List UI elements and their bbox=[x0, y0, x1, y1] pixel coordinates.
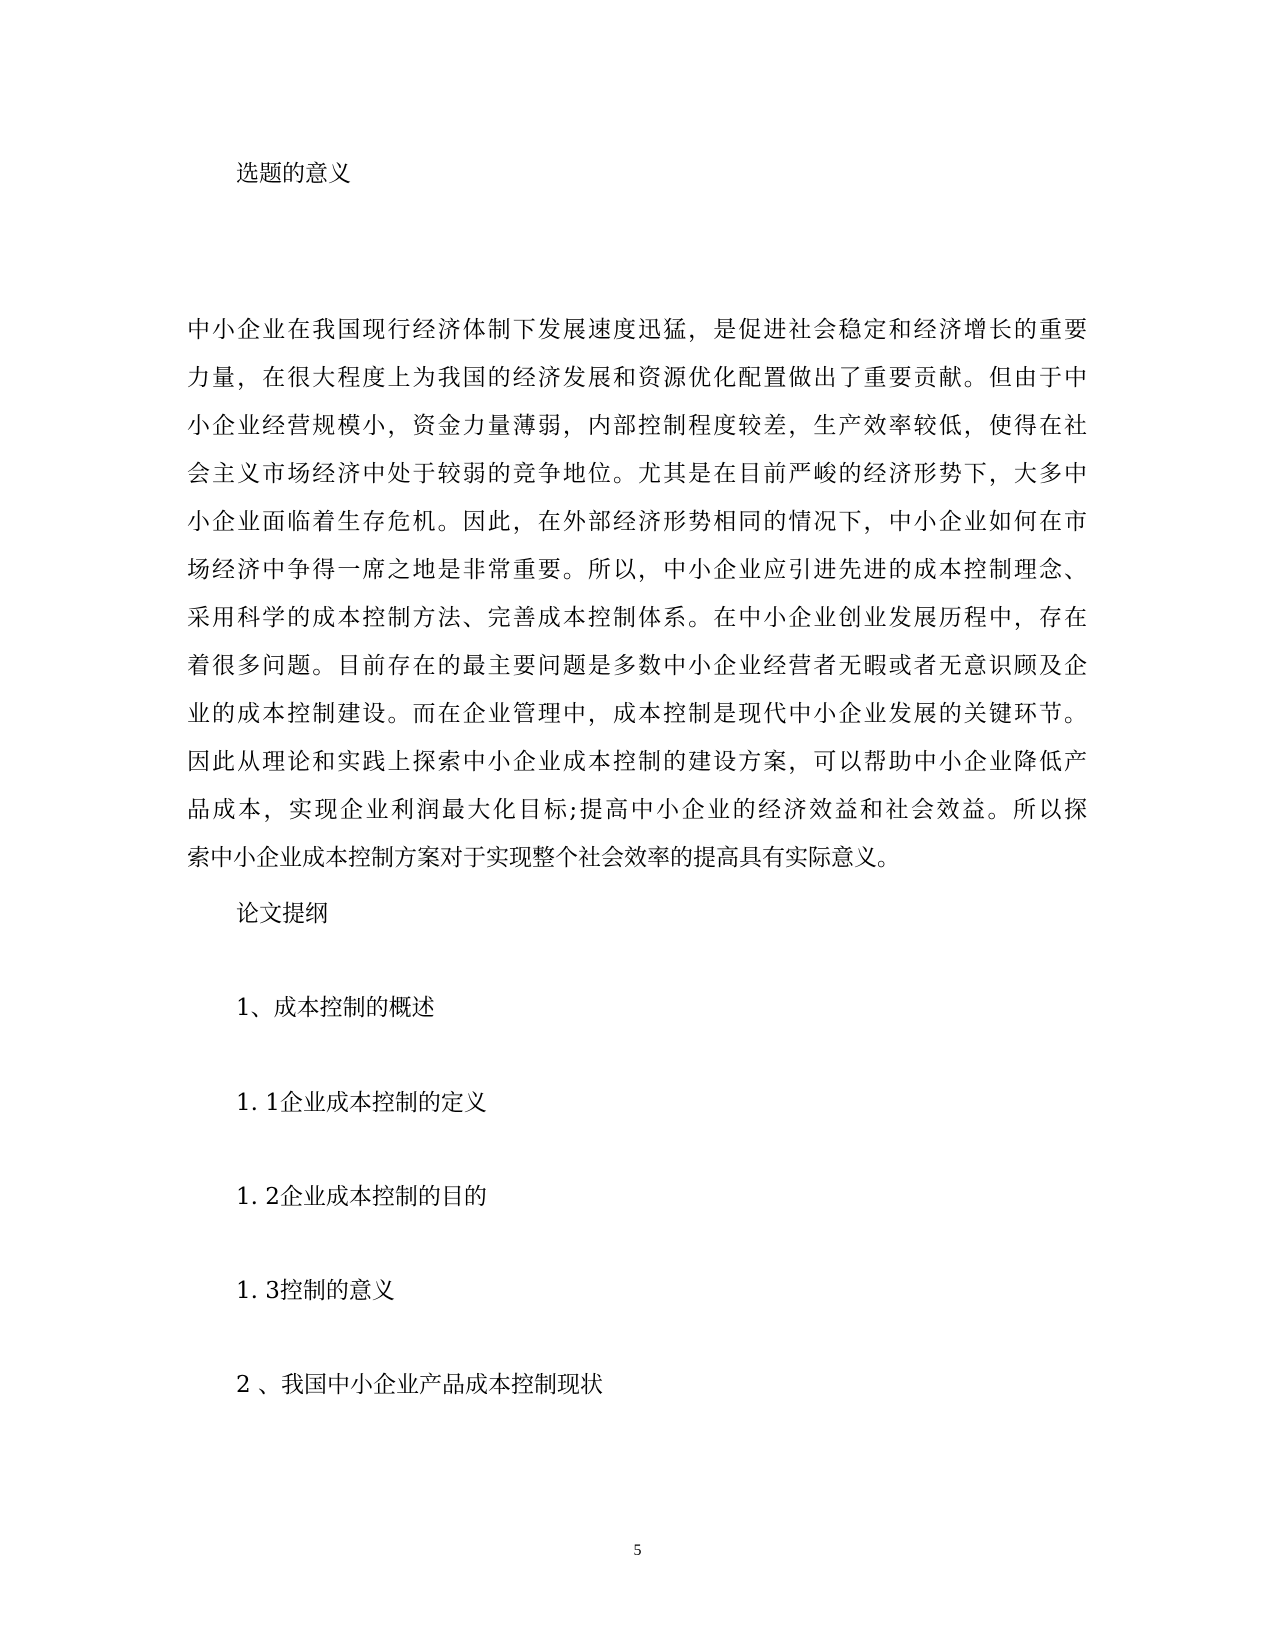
outline-item: 1、成本控制的概述 bbox=[236, 995, 435, 1021]
paragraph-line: 业的成本控制建设。而在企业管理中，成本控制是现代中小企业发展的关键环节。 bbox=[187, 701, 1087, 727]
paragraph-line: 因此从理论和实践上探索中小企业成本控制的建设方案，可以帮助中小企业降低产 bbox=[187, 749, 1087, 775]
paragraph-line: 会主义市场经济中处于较弱的竞争地位。尤其是在目前严峻的经济形势下，大多中 bbox=[187, 461, 1087, 487]
paragraph-line: 场经济中争得一席之地是非常重要。所以，中小企业应引进先进的成本控制理念、 bbox=[187, 557, 1087, 583]
paragraph-line: 着很多问题。目前存在的最主要问题是多数中小企业经营者无暇或者无意识顾及企 bbox=[187, 653, 1087, 679]
page-number: 5 bbox=[633, 1542, 642, 1559]
outline-item: 1. 1企业成本控制的定义 bbox=[236, 1090, 487, 1116]
paragraph-line: 采用科学的成本控制方法、完善成本控制体系。在中小企业创业发展历程中，存在 bbox=[187, 605, 1087, 631]
paragraph-line: 索中小企业成本控制方案对于实现整个社会效率的提高具有实际意义。 bbox=[187, 845, 900, 871]
paragraph-line: 力量，在很大程度上为我国的经济发展和资源优化配置做出了重要贡献。但由于中 bbox=[187, 365, 1087, 391]
outline-item: 2 、我国中小企业产品成本控制现状 bbox=[236, 1372, 603, 1398]
paragraph-line: 小企业面临着生存危机。因此，在外部经济形势相同的情况下，中小企业如何在市 bbox=[187, 509, 1087, 535]
section-heading: 选题的意义 bbox=[236, 161, 351, 187]
outline-item: 1. 3控制的意义 bbox=[236, 1278, 395, 1304]
paragraph-line: 品成本，实现企业利润最大化目标;提高中小企业的经济效益和社会效益。所以探 bbox=[187, 797, 1087, 823]
outline-item: 1. 2企业成本控制的目的 bbox=[236, 1184, 487, 1210]
body-paragraph bbox=[187, 306, 1087, 882]
paragraph-line: 小企业经营规模小，资金力量薄弱，内部控制程度较差，生产效率较低，使得在社 bbox=[187, 413, 1087, 439]
paragraph-line: 中小企业在我国现行经济体制下发展速度迅猛，是促进社会稳定和经济增长的重要 bbox=[187, 317, 1087, 343]
outline-heading: 论文提纲 bbox=[236, 901, 328, 927]
